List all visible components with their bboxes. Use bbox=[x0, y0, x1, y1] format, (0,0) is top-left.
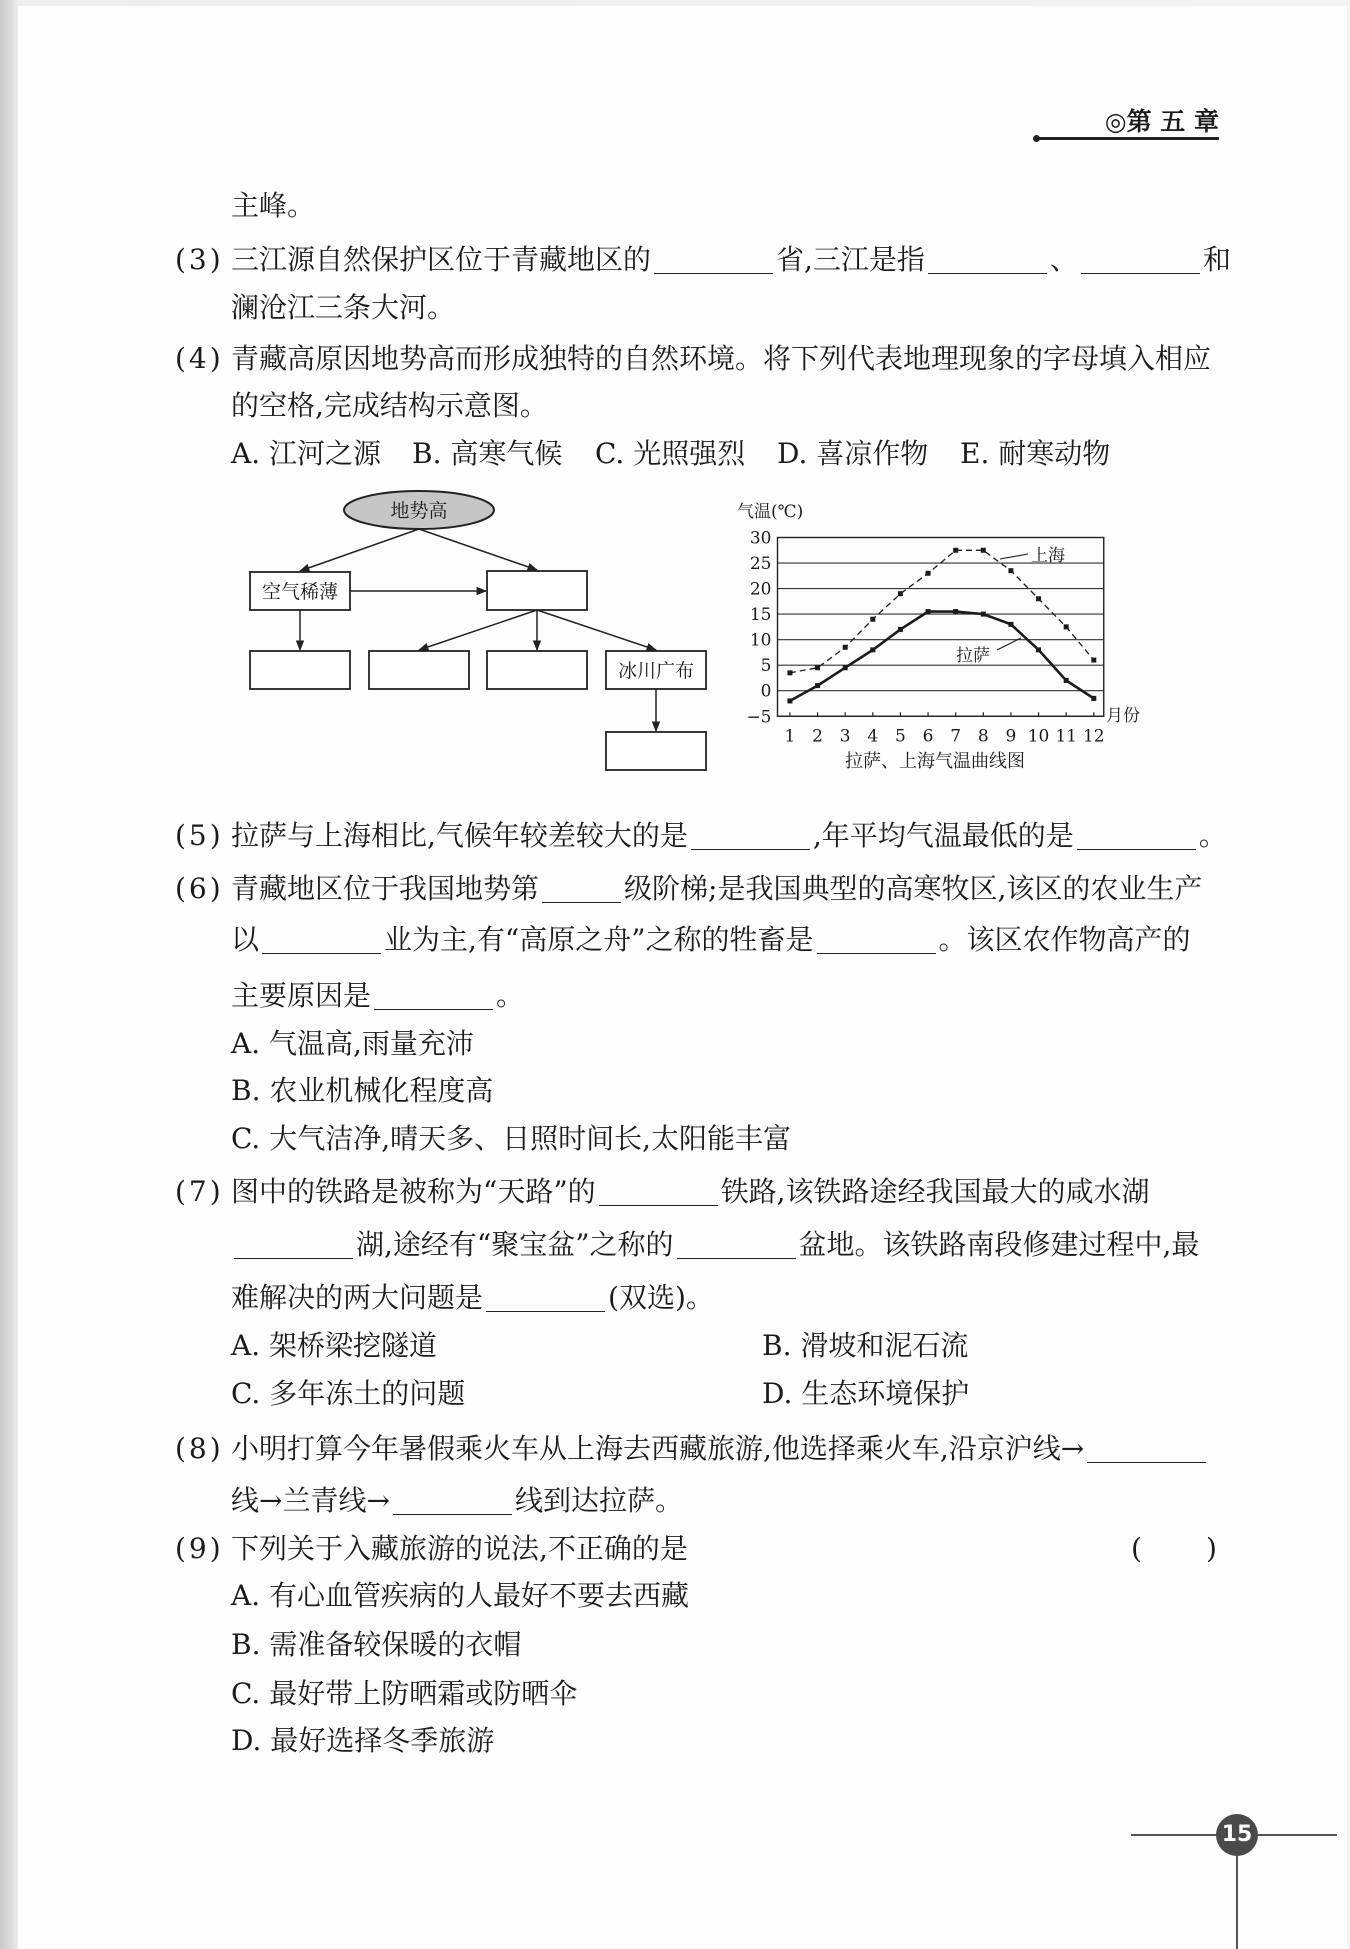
question-text: 小明打算今年暑假乘火车从上海去西藏旅游,他选择乘火车,沿京沪线→ bbox=[231, 1432, 1085, 1465]
question-text: 盆地。该铁路南段修建过程中,最 bbox=[798, 1228, 1200, 1261]
option-a: A. 有心血管疾病的人最好不要去西藏 bbox=[231, 1579, 690, 1612]
answer-blank bbox=[1081, 253, 1200, 274]
empty-node-box bbox=[606, 732, 706, 770]
answer-blank bbox=[1087, 1442, 1206, 1463]
arrow bbox=[419, 529, 537, 570]
question-text: 线→兰青线→ bbox=[231, 1484, 390, 1517]
root-node-label: 地势高 bbox=[390, 500, 448, 522]
option-d: D. 最好选择冬季旅游 bbox=[231, 1724, 495, 1757]
question-text: 难解决的两大问题是 bbox=[231, 1281, 484, 1314]
arrow bbox=[419, 610, 537, 650]
question-text: 青藏地区位于我国地势第 bbox=[231, 872, 540, 905]
data-point bbox=[1036, 596, 1041, 601]
y-axis-label: 气温(℃) bbox=[737, 502, 804, 522]
data-point bbox=[843, 665, 848, 670]
question-7-line-3 bbox=[231, 1281, 714, 1315]
question-number: (8) bbox=[175, 1432, 224, 1465]
series-line bbox=[790, 612, 1094, 701]
x-tick-label: 5 bbox=[895, 726, 906, 747]
data-point bbox=[898, 627, 903, 632]
x-tick-label: 12 bbox=[1082, 726, 1105, 747]
question-text: 三江源自然保护区位于青藏地区的 bbox=[231, 243, 652, 276]
x-tick-label: 3 bbox=[839, 726, 851, 747]
header-rule-dot bbox=[1033, 135, 1040, 142]
option-c: C. 大气洁净,晴天多、日照时间长,太阳能丰富 bbox=[231, 1122, 792, 1155]
data-point bbox=[815, 683, 820, 688]
question-text: 铁路,该铁路途经我国最大的咸水湖 bbox=[720, 1175, 1150, 1208]
node-left-label: 空气稀薄 bbox=[261, 581, 339, 603]
question-6-line-2 bbox=[231, 923, 1191, 957]
question-number: (4) bbox=[175, 342, 224, 375]
data-point bbox=[1091, 658, 1096, 663]
header-rule bbox=[1037, 137, 1219, 140]
question-9-stem: 下列关于入藏旅游的说法,不正确的是 bbox=[231, 1532, 688, 1565]
data-point bbox=[953, 609, 958, 614]
question-3-line-2: 澜沧江三条大河。 bbox=[231, 291, 456, 324]
y-tick-label: 20 bbox=[749, 579, 772, 600]
data-point bbox=[787, 670, 792, 675]
chapter-title: ◎第 五 章 bbox=[1104, 107, 1219, 136]
y-tick-label: 5 bbox=[760, 656, 772, 677]
question-3-line-1 bbox=[231, 243, 1231, 277]
data-point bbox=[981, 612, 986, 617]
x-tick-label: 1 bbox=[784, 726, 796, 747]
x-tick-label: 11 bbox=[1055, 726, 1078, 747]
temperature-line-chart bbox=[720, 490, 1160, 780]
data-point bbox=[1036, 647, 1041, 652]
option-d: D. 生态环境保护 bbox=[762, 1377, 970, 1410]
empty-node-box bbox=[487, 571, 587, 610]
x-tick-label: 8 bbox=[977, 726, 989, 747]
question-text: 湖,途经有“聚宝盆”之称的 bbox=[356, 1228, 674, 1261]
node-right-label: 冰川广布 bbox=[617, 660, 695, 682]
y-tick-label: 10 bbox=[749, 630, 772, 651]
option-b: B. 高寒气候 bbox=[412, 437, 563, 470]
answer-blank bbox=[654, 253, 773, 274]
question-text: 以 bbox=[231, 923, 260, 956]
option-a: A. 气温高,雨量充沛 bbox=[231, 1027, 474, 1060]
data-point bbox=[870, 647, 875, 652]
data-point bbox=[1064, 624, 1069, 629]
structure-diagram bbox=[230, 480, 720, 790]
data-point bbox=[870, 617, 875, 622]
chart-caption: 拉萨、上海气温曲线图 bbox=[845, 751, 1025, 772]
continued-text-line: 主峰。 bbox=[231, 189, 316, 222]
question-text: 拉萨与上海相比,气候年较差较大的是 bbox=[231, 819, 688, 852]
y-tick-label: 25 bbox=[749, 554, 772, 575]
y-tick-label: 30 bbox=[749, 528, 772, 549]
arrow bbox=[300, 529, 419, 571]
x-tick-label: 7 bbox=[950, 726, 962, 747]
x-axis-label: 月份 bbox=[1106, 706, 1140, 726]
empty-node-box bbox=[369, 651, 469, 689]
answer-blank bbox=[691, 829, 810, 850]
answer-blank bbox=[486, 1291, 605, 1312]
diagram-connectors bbox=[300, 529, 656, 731]
data-point bbox=[1091, 696, 1096, 701]
answer-blank bbox=[542, 882, 621, 903]
question-number: (3) bbox=[175, 243, 224, 276]
data-point bbox=[815, 665, 820, 670]
option-c: C. 多年冻土的问题 bbox=[231, 1377, 466, 1410]
question-text: 级阶梯;是我国典型的高寒牧区,该区的农业生产 bbox=[624, 872, 1203, 905]
data-point bbox=[1064, 678, 1069, 683]
option-a: A. 架桥梁挖隧道 bbox=[231, 1329, 438, 1362]
question-number: (6) bbox=[175, 872, 224, 905]
option-e: E. 耐寒动物 bbox=[960, 437, 1111, 470]
x-tick-label: 6 bbox=[922, 726, 934, 747]
answer-blank bbox=[817, 933, 936, 954]
question-8-line-2 bbox=[231, 1484, 683, 1518]
x-tick-label: 4 bbox=[867, 726, 879, 747]
x-tick-label: 10 bbox=[1027, 726, 1050, 747]
option-b: B. 滑坡和泥石流 bbox=[762, 1329, 969, 1362]
question-7-line-1 bbox=[231, 1175, 1150, 1209]
series-label: 拉萨 bbox=[956, 646, 990, 666]
option-b: B. 需准备较保暖的衣帽 bbox=[231, 1628, 522, 1661]
question-text: (双选)。 bbox=[608, 1281, 714, 1314]
question-4-line-1: 青藏高原因地势高而形成独特的自然环境。将下列代表地理现象的字母填入相应 bbox=[231, 342, 1212, 375]
x-tick-label: 9 bbox=[1005, 726, 1017, 747]
question-7-line-2 bbox=[231, 1228, 1199, 1262]
option-a: A. 江河之源 bbox=[231, 437, 382, 470]
question-text: 、 bbox=[1049, 243, 1078, 276]
answer-blank bbox=[374, 989, 493, 1010]
answer-blank bbox=[234, 1238, 353, 1259]
data-point bbox=[898, 591, 903, 596]
data-point bbox=[981, 548, 986, 553]
option-c: C. 最好带上防晒霜或防晒伞 bbox=[231, 1677, 578, 1710]
series-label-leader bbox=[1000, 554, 1028, 559]
question-4-line-2: 的空格,完成结构示意图。 bbox=[231, 389, 548, 422]
arrow bbox=[537, 610, 656, 650]
empty-node-box bbox=[487, 651, 587, 689]
y-tick-label: 0 bbox=[760, 681, 772, 702]
question-text: 省,三江是指 bbox=[776, 243, 925, 276]
option-b: B. 农业机械化程度高 bbox=[231, 1074, 494, 1107]
question-number: (7) bbox=[175, 1175, 224, 1208]
answer-blank bbox=[1077, 829, 1196, 850]
question-text: 。 bbox=[1198, 819, 1227, 852]
answer-bracket-open: ( bbox=[1131, 1532, 1142, 1565]
series-label: 上海 bbox=[1031, 546, 1065, 566]
data-point bbox=[1008, 568, 1013, 573]
question-text: 。 bbox=[496, 979, 525, 1012]
workbook-page bbox=[18, 6, 1347, 1949]
question-6-line-1 bbox=[231, 872, 1202, 906]
question-5-line bbox=[231, 819, 1227, 853]
answer-bracket-close: ) bbox=[1206, 1532, 1217, 1565]
question-text: 。该区农作物高产的 bbox=[938, 923, 1191, 956]
question-8-line-1 bbox=[231, 1432, 1209, 1466]
question-text: 线到达拉萨。 bbox=[514, 1484, 683, 1517]
option-c: C. 光照强烈 bbox=[595, 437, 746, 470]
page-number-rule-vertical bbox=[1236, 1856, 1238, 1949]
answer-blank bbox=[393, 1494, 512, 1515]
page-number-badge: 15 bbox=[1216, 1814, 1258, 1856]
data-point bbox=[926, 571, 931, 576]
question-text: 图中的铁路是被称为“天路”的 bbox=[231, 1175, 596, 1208]
question-6-line-3 bbox=[231, 979, 524, 1013]
x-tick-label: 2 bbox=[812, 726, 823, 747]
option-d: D. 喜凉作物 bbox=[777, 437, 929, 470]
data-point bbox=[1008, 622, 1013, 627]
data-point bbox=[953, 548, 958, 553]
question-number: (5) bbox=[175, 819, 224, 852]
question-text: 主要原因是 bbox=[231, 979, 372, 1012]
y-tick-label: 15 bbox=[749, 605, 772, 626]
y-tick-label: −5 bbox=[746, 707, 772, 728]
data-point bbox=[926, 609, 931, 614]
empty-node-box bbox=[250, 651, 350, 689]
data-point bbox=[843, 645, 848, 650]
answer-blank bbox=[262, 933, 381, 954]
answer-blank bbox=[599, 1185, 718, 1206]
data-point bbox=[787, 698, 792, 703]
question-text: 和 bbox=[1202, 243, 1231, 276]
question-text: ,年平均气温最低的是 bbox=[812, 819, 1074, 852]
answer-blank bbox=[928, 253, 1047, 274]
answer-blank bbox=[677, 1238, 796, 1259]
question-number: (9) bbox=[175, 1532, 224, 1565]
question-text: 业为主,有“高原之舟”之称的牲畜是 bbox=[384, 923, 814, 956]
